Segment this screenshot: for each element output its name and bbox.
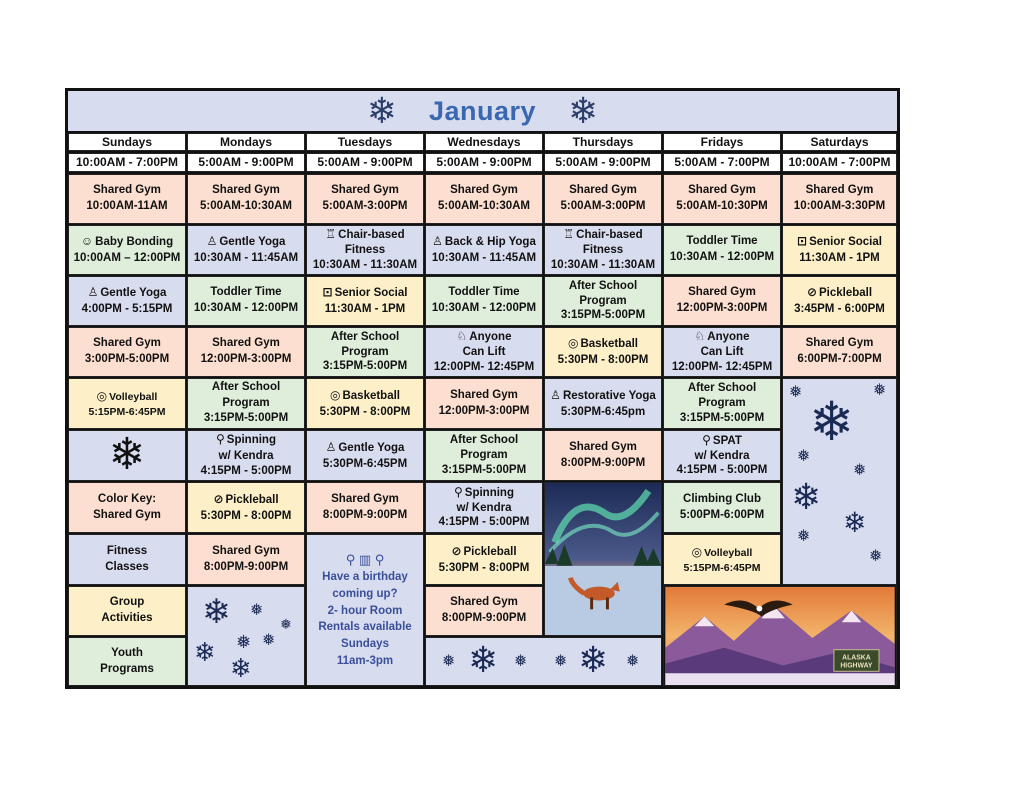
monday-decoration (187, 586, 305, 686)
thursday-after-school: After School Program 3:15PM-5:00PM (544, 276, 662, 326)
snowflake-icon: ❄ (578, 639, 609, 680)
sunday-gentle-yoga: ♙ Gentle Yoga 4:00PM - 5:15PM (68, 276, 186, 326)
hours-wednesday: 5:00AM - 9:00PM (425, 153, 543, 172)
page-title: January (428, 95, 537, 126)
bike-icon: ⚲ (702, 432, 711, 447)
sunday-volleyball: ◎ Volleyball 5:15PM-6:45PM (68, 378, 186, 429)
saturday-decoration (782, 378, 897, 585)
snowflake-icon: ❄ (843, 507, 867, 538)
wednesday-spinning: ⚲ Spinning w/ Kendra 4:15PM - 5:00PM (425, 482, 543, 533)
monday-pickleball: ⊘ Pickleball 5:30PM - 8:00PM (187, 482, 305, 533)
snowflake-icon: ❄ (568, 90, 599, 131)
monday-toddler-time: Toddler Time 10:30AM - 12:00PM (187, 276, 305, 326)
monday-gentle-yoga: ♙ Gentle Yoga 10:30AM - 11:45AM (187, 225, 305, 275)
aurora-fox-image (544, 483, 662, 635)
yoga-icon: ♙ (325, 439, 337, 454)
bike-icon: ⚲ (454, 484, 463, 499)
snowflake-icon: ❅ (554, 653, 568, 670)
friday-climbing-club: Climbing Club 5:00PM-6:00PM (663, 482, 781, 533)
eagle-mountain-illustration (663, 586, 897, 686)
yoga-icon: ♙ (206, 234, 218, 249)
snowflake-icon: ❄ (809, 392, 855, 452)
wed-thu-decoration (425, 637, 662, 686)
snowflake-icon: ❄ (791, 476, 822, 517)
snowflake-icon: ❅ (873, 382, 887, 399)
sunday-shared-gym: Shared Gym 10:00AM-11AM (68, 174, 186, 224)
cube-icon: ⊡ (322, 285, 333, 300)
snowflake-icon: ❄ (194, 637, 216, 667)
snowflake-icon: ❅ (236, 632, 252, 652)
yoga-icon: ♙ (432, 234, 443, 249)
thursday-shared-gym: Shared Gym 5:00AM-3:00PM (544, 174, 662, 224)
snowflake-icon: ❄ (202, 593, 231, 631)
basketball-icon: ◎ (329, 387, 341, 402)
wednesday-back-hip-yoga: ♙ Back & Hip Yoga 10:30AM - 11:45AM (425, 225, 543, 275)
hours-monday: 5:00AM - 9:00PM (187, 153, 305, 172)
sunday-shared-gym-2: Shared Gym 3:00PM-5:00PM (68, 327, 186, 377)
monday-spinning: ⚲ Spinning w/ Kendra 4:15PM - 5:00PM (187, 430, 305, 481)
friday-after-school: After School Program 3:15PM-5:00PM (663, 378, 781, 429)
monday-shared-gym: Shared Gym 5:00AM-10:30AM (187, 174, 305, 224)
eagle-mountain-image (663, 587, 897, 685)
snowflake-icon: ❄ (366, 90, 397, 131)
day-header-sunday: Sundays (68, 133, 186, 151)
friday-anyone-can-lift: ♘ Anyone Can Lift 12:00PM- 12:45PM (663, 327, 781, 377)
thursday-restorative-yoga: ♙ Restorative Yoga 5:30PM-6:45pm (544, 378, 662, 429)
hours-thursday: 5:00AM - 9:00PM (544, 153, 662, 172)
tuesday-shared-gym: Shared Gym 5:00AM-3:00PM (306, 174, 424, 224)
thursday-chair-fitness: ♖ Chair-based Fitness 10:30AM - 11:30AM (544, 225, 662, 275)
wednesday-shared-gym: Shared Gym 5:00AM-10:30AM (425, 174, 543, 224)
snowflake-icon: ❅ (797, 448, 811, 465)
sign-line-2: HIGHWAY (840, 662, 873, 670)
day-header-saturday: Saturdays (782, 133, 897, 151)
snowflake-icon: ❄ (468, 639, 499, 680)
wednesday-anyone-can-lift: ♘ Anyone Can Lift 12:00PM- 12:45PM (425, 327, 543, 377)
chair-icon: ♖ (563, 227, 575, 242)
hours-sunday: 10:00AM - 7:00PM (68, 153, 186, 172)
snowflake-icon: ❅ (626, 653, 640, 670)
wednesday-after-school: After School Program 3:15PM-5:00PM (425, 430, 543, 481)
friday-spat: ⚲ SPAT w/ Kendra 4:15PM - 5:00PM (663, 430, 781, 481)
title-bar (68, 91, 897, 131)
tuesday-shared-gym-2: Shared Gym 8:00PM-9:00PM (306, 482, 424, 533)
pickleball-icon: ⊘ (451, 543, 462, 558)
monday-after-school: After School Program 3:15PM-5:00PM (187, 378, 305, 429)
monday-shared-gym-2: Shared Gym 12:00PM-3:00PM (187, 327, 305, 377)
weightlifter-icon: ♘ (456, 329, 468, 344)
snowflake-icon: ❅ (797, 528, 811, 545)
saturday-senior-social: ⊡ Senior Social 11:30AM - 1PM (782, 225, 897, 275)
snowflake-icon: ❅ (262, 632, 276, 649)
key-group-activities: Group Activities (68, 586, 186, 636)
tuesday-after-school: After School Program 3:15PM-5:00PM (306, 327, 424, 377)
balloon-cake-icon: ⚲ ▥ ⚲ (345, 551, 385, 567)
snowflake-icon: ❅ (250, 602, 264, 619)
yoga-icon: ♙ (87, 285, 99, 300)
friday-shared-gym: Shared Gym 5:00AM-10:30PM (663, 174, 781, 224)
key-fitness-classes: Fitness Classes (68, 534, 186, 585)
snowflake-icon: ❄ (230, 653, 252, 683)
pickleball-icon: ⊘ (213, 491, 224, 506)
friday-shared-gym-2: Shared Gym 12:00PM-3:00PM (663, 276, 781, 326)
tuesday-senior-social: ⊡ Senior Social 11:30AM - 1PM (306, 276, 424, 326)
day-header-wednesday: Wednesdays (425, 133, 543, 151)
day-header-thursday: Thursdays (544, 133, 662, 151)
wednesday-shared-gym-2: Shared Gym 12:00PM-3:00PM (425, 378, 543, 429)
wednesday-pickleball: ⊘ Pickleball 5:30PM - 8:00PM (425, 534, 543, 585)
friday-volleyball: ◎ Volleyball 5:15PM-6:45PM (663, 534, 781, 585)
wednesday-toddler-time: Toddler Time 10:30AM - 12:00PM (425, 276, 543, 326)
baby-icon: ☺ (80, 234, 94, 249)
saturday-shared-gym-2: Shared Gym 6:00PM-7:00PM (782, 327, 897, 377)
aurora-fox-illustration (544, 482, 662, 636)
pickleball-icon: ⊘ (806, 285, 817, 300)
saturday-shared-gym: Shared Gym 10:00AM-3:30PM (782, 174, 897, 224)
hours-saturday: 10:00AM - 7:00PM (782, 153, 897, 172)
yoga-icon: ♙ (550, 387, 561, 402)
day-header-tuesday: Tuesdays (306, 133, 424, 151)
key-youth-programs: Youth Programs (68, 637, 186, 686)
day-header-friday: Fridays (663, 133, 781, 151)
thursday-basketball: ◎ Basketball 5:30PM - 8:00PM (544, 327, 662, 377)
snowflake-icon: ❅ (514, 653, 528, 670)
snowflake-icon: ❅ (280, 616, 292, 632)
sign-line-1: ALASKA (842, 654, 871, 662)
snowflake-icon: ❄ (108, 430, 146, 480)
snowflake-icon: ❅ (789, 384, 803, 401)
snowflake-icon: ❅ (853, 462, 867, 479)
basketball-icon: ◎ (567, 336, 579, 351)
sunday-decoration (68, 430, 186, 481)
saturday-pickleball: ⊘ Pickleball 3:45PM - 6:00PM (782, 276, 897, 326)
birthday-rental-notice: ⚲ ▥ ⚲ Have a birthday coming up? 2- hour Room Rentals available Sundays 11am-3pm (306, 534, 424, 686)
volleyball-icon: ◎ (96, 388, 108, 403)
monday-shared-gym-3: Shared Gym 8:00PM-9:00PM (187, 534, 305, 585)
snowflake-icon: ❅ (869, 548, 883, 565)
tuesday-gentle-yoga: ♙ Gentle Yoga 5:30PM-6:45PM (306, 430, 424, 481)
sunday-baby-bonding: ☺ Baby Bonding 10:00AM – 12:00PM (68, 225, 186, 275)
chair-icon: ♖ (325, 227, 337, 242)
snowflake-icon: ❅ (442, 653, 456, 670)
thursday-shared-gym-2: Shared Gym 8:00PM-9:00PM (544, 430, 662, 481)
key-shared-gym: Color Key: Shared Gym (68, 482, 186, 533)
calendar-frame (65, 88, 900, 689)
hours-friday: 5:00AM - 7:00PM (663, 153, 781, 172)
tuesday-chair-fitness: ♖ Chair-based Fitness 10:30AM - 11:30AM (306, 225, 424, 275)
day-header-monday: Mondays (187, 133, 305, 151)
bike-icon: ⚲ (216, 431, 225, 446)
wednesday-shared-gym-3: Shared Gym 8:00PM-9:00PM (425, 586, 543, 636)
weightlifter-icon: ♘ (694, 329, 706, 344)
tuesday-basketball: ◎ Basketball 5:30PM - 8:00PM (306, 378, 424, 429)
friday-toddler-time: Toddler Time 10:30AM - 12:00PM (663, 225, 781, 275)
cube-icon: ⊡ (797, 234, 808, 249)
volleyball-icon: ◎ (691, 544, 703, 559)
hours-tuesday: 5:00AM - 9:00PM (306, 153, 424, 172)
